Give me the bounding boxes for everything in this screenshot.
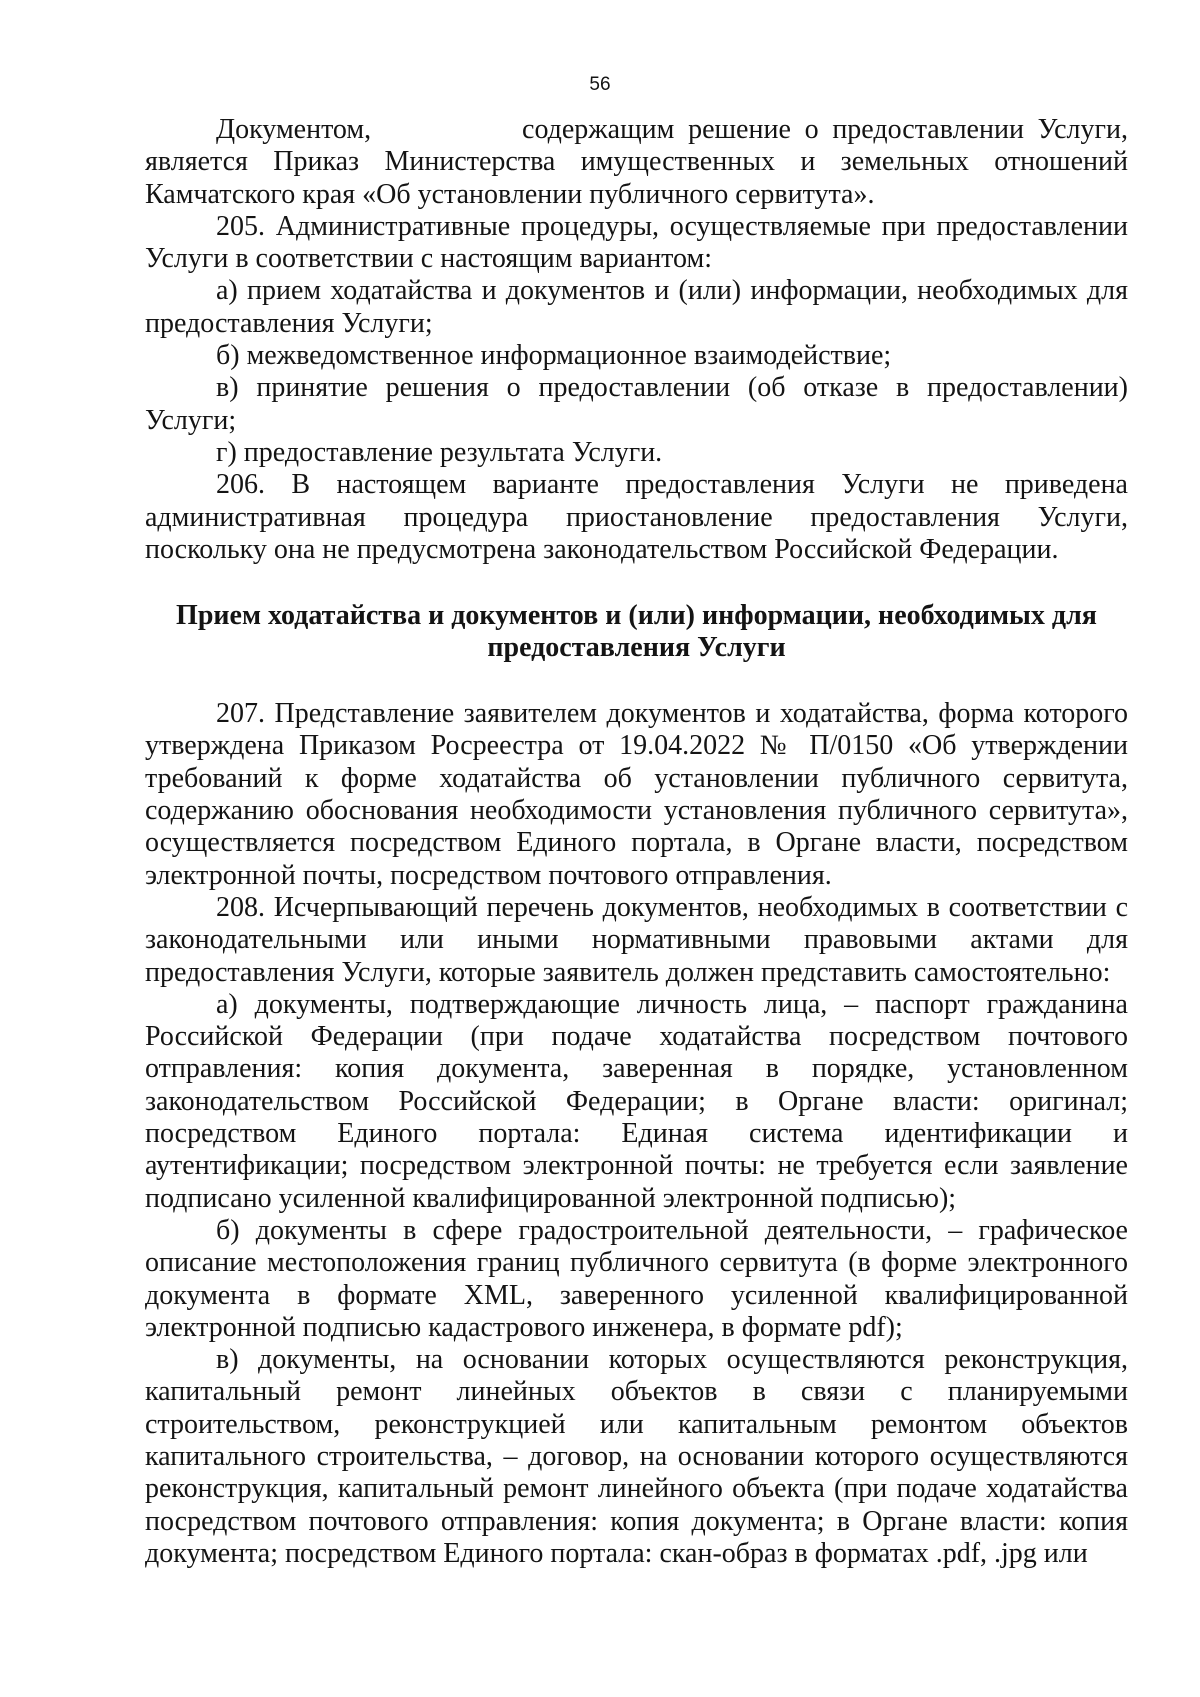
list-item-208-b: б) документы в сфере градостроительной деятельности, – графическое описание местоположения границ публичного сервитута (в форме электронного документа в формате XML, заверенного усиленной квалифицированной электронной подписью кадастрового инженера, в формате pdf); (145, 1214, 1128, 1343)
paragraph-207: 207. Представление заявителем документов и ходатайства, форма которого утверждена Приказом Росреестра от 19.04.2022 № П/0150 «Об утверждении требований к форме ходатайства об установлении публичного сервитута, содержанию обоснования необходимости установления публичного сервитута», осуществляется посредством Единого портала, в Органе власти, посредством электронной почты, посредством почтового отправления. (145, 698, 1128, 891)
page-number: 56 (589, 74, 611, 95)
paragraph-206: 206. В настоящем варианте предоставления Услуги не приведена административная процедура приостановление предоставления Услуги, поскольку она не предусмотрена законодательством Российской Федерации. (145, 469, 1128, 565)
list-item-208-a: а) документы, подтверждающие личность лица, – паспорт гражданина Российской Федерации (при подаче ходатайства посредством почтового отправления: копия документа, заверенная в порядке, установленном законодательством Российской Федерации; в Органе власти: оригинал; посредством Единого портала: Единая система идентификации и аутентификации; посредством электронной почты: не требуется если заявление подписано усиленной квалифицированной электронной подписью); (145, 988, 1128, 1214)
document-body (145, 114, 1128, 1570)
paragraph-205: 205. Административные процедуры, осуществляемые при предоставлении Услуги в соответствии с настоящим вариантом: (145, 210, 1128, 275)
list-item-208-v: в) документы, на основании которых осуществляются реконструкция, капитальный ремонт линейных объектов в связи с планируемыми строительством, реконструкцией или капитальным ремонтом объектов капитального строительства, – договор, на основании которого осуществляются реконструкция, капитальный ремонт линейного объекта (при подаче ходатайства посредством почтового отправления: копия документа; в Органе власти: копия документа; посредством Единого портала: скан-образ в форматах .pdf, .jpg или (145, 1344, 1128, 1569)
list-item-205-v: в) принятие решения о предоставлении (об отказе в предоставлении) Услуги; (145, 372, 1128, 436)
list-item-205-b: б) межведомственное информационное взаимодействие; (216, 340, 892, 372)
paragraph-208: 208. Исчерпывающий перечень документов, необходимых в соответствии с законодательными или иными нормативными правовыми актами для предоставления Услуги, которые заявитель должен представить самостоятельно: (145, 891, 1128, 988)
section-heading: Прием ходатайства и документов и (или) информации, необходимых для предоставления Услуги (176, 600, 1097, 664)
list-item-205-g: г) предоставление результата Услуги. (216, 436, 663, 468)
list-item-205-a: а) прием ходатайства и документов и (или) информации, необходимых для предоставления Услуги; (145, 275, 1128, 339)
paragraph-decision-document: Документом, содержащим решение о предоставлении Услуги, является Приказ Министерства имущественных и земельных отношений Камчатского края «Об установлении публичного сервитута». (145, 114, 1128, 210)
